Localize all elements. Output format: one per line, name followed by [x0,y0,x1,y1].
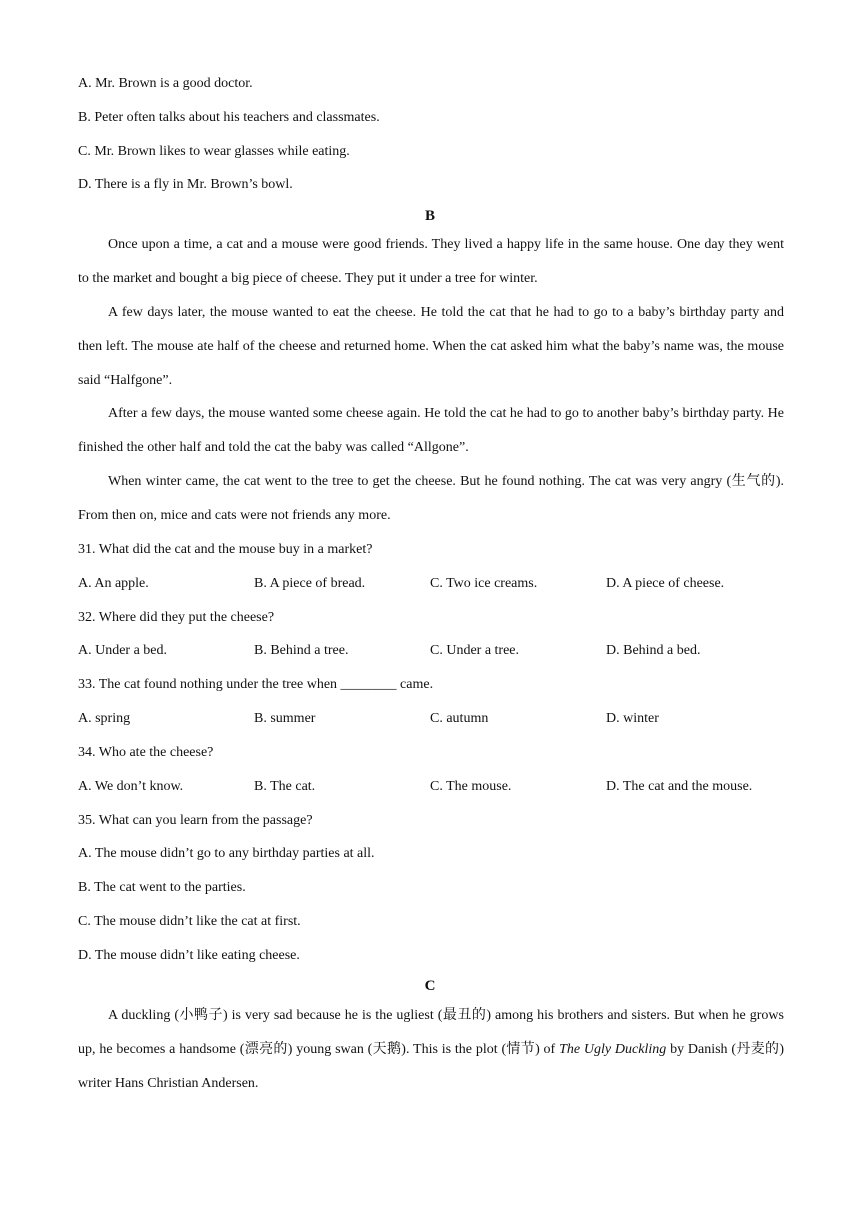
q31-option-b: B. A piece of bread. [254,576,366,591]
question-31: 31. What did the cat and the mouse buy in a market? [78,542,373,557]
prev-option-a: A. Mr. Brown is a good doctor. [78,76,253,91]
q33-option-d: D. winter [606,711,659,726]
q34-option-c: C. The mouse. [430,779,512,794]
passage-b-paragraph-4: When winter came, the cat went to the tree to get the cheese. But he found nothing. The cat was very angry (生气的). From then on, mice and cats were not friends any more. [78,474,784,523]
prev-option-b: B. Peter often talks about his teachers and classmates. [78,110,380,125]
book-title: The Ugly Duckling [559,1042,667,1057]
q33-option-b: B. summer [254,711,316,726]
q33-option-c: C. autumn [430,711,489,726]
passage-b-paragraph-3: After a few days, the mouse wanted some cheese again. He told the cat he had to go to another baby’s birthday party. He finished the other half and told the cat the baby was called “Allgone”. [78,406,784,455]
q34-option-d: D. The cat and the mouse. [606,779,753,794]
q35-option-c: C. The mouse didn’t like the cat at first. [78,914,301,929]
question-32: 32. Where did they put the cheese? [78,610,275,625]
q35-option-b: B. The cat went to the parties. [78,880,246,895]
q35-option-a: A. The mouse didn’t go to any birthday parties at all. [78,846,375,861]
q32-option-c: C. Under a tree. [430,643,520,658]
q35-option-d: D. The mouse didn’t like eating cheese. [78,948,300,963]
q33-option-a: A. spring [78,711,131,726]
prev-option-c: C. Mr. Brown likes to wear glasses while eating. [78,144,350,159]
passage-c-paragraph-1 [78,999,784,1101]
question-35: 35. What can you learn from the passage? [78,813,313,828]
q32-option-d: D. Behind a bed. [606,643,701,658]
q31-option-d: D. A piece of cheese. [606,576,725,591]
q31-option-c: C. Two ice creams. [430,576,538,591]
section-c-heading: C [424,978,436,994]
prev-option-d: D. There is a fly in Mr. Brown’s bowl. [78,177,293,192]
passage-c-text-after-title: by Danish (丹麦的) writer Hans Christian Andersen. [78,1042,785,1091]
q34-option-a: A. We don’t know. [78,779,184,794]
passage-b-paragraph-2: A few days later, the mouse wanted to eat the cheese. He told the cat that he had to go to a baby’s birthday party and then left. The mouse ate half of the cheese and returned home. When the cat asked him what the baby’s name was, the mouse said “Halfgone”. [78,305,784,388]
q34-option-b: B. The cat. [254,779,316,794]
section-b-heading: B [424,208,435,224]
q32-option-a: A. Under a bed. [78,643,168,658]
q32-option-b: B. Behind a tree. [254,643,349,658]
question-34: 34. Who ate the cheese? [78,745,214,760]
q31-option-a: A. An apple. [78,576,149,591]
passage-b-paragraph-1: Once upon a time, a cat and a mouse were good friends. They lived a happy life in the same house. One day they went to the market and bought a big piece of cheese. They put it under a tree for winter. [78,237,784,286]
passage-c-text-before-title: A duckling (小鸭子) is very sad because he is the ugliest (最丑的) among his brothers and sisters. But when he grows up, he becomes a handsome (漂亮的) young swan (天鹅). This is the plot (情节) of [78,1008,784,1057]
question-33: 33. The cat found nothing under the tree when ________ came. [78,677,434,692]
